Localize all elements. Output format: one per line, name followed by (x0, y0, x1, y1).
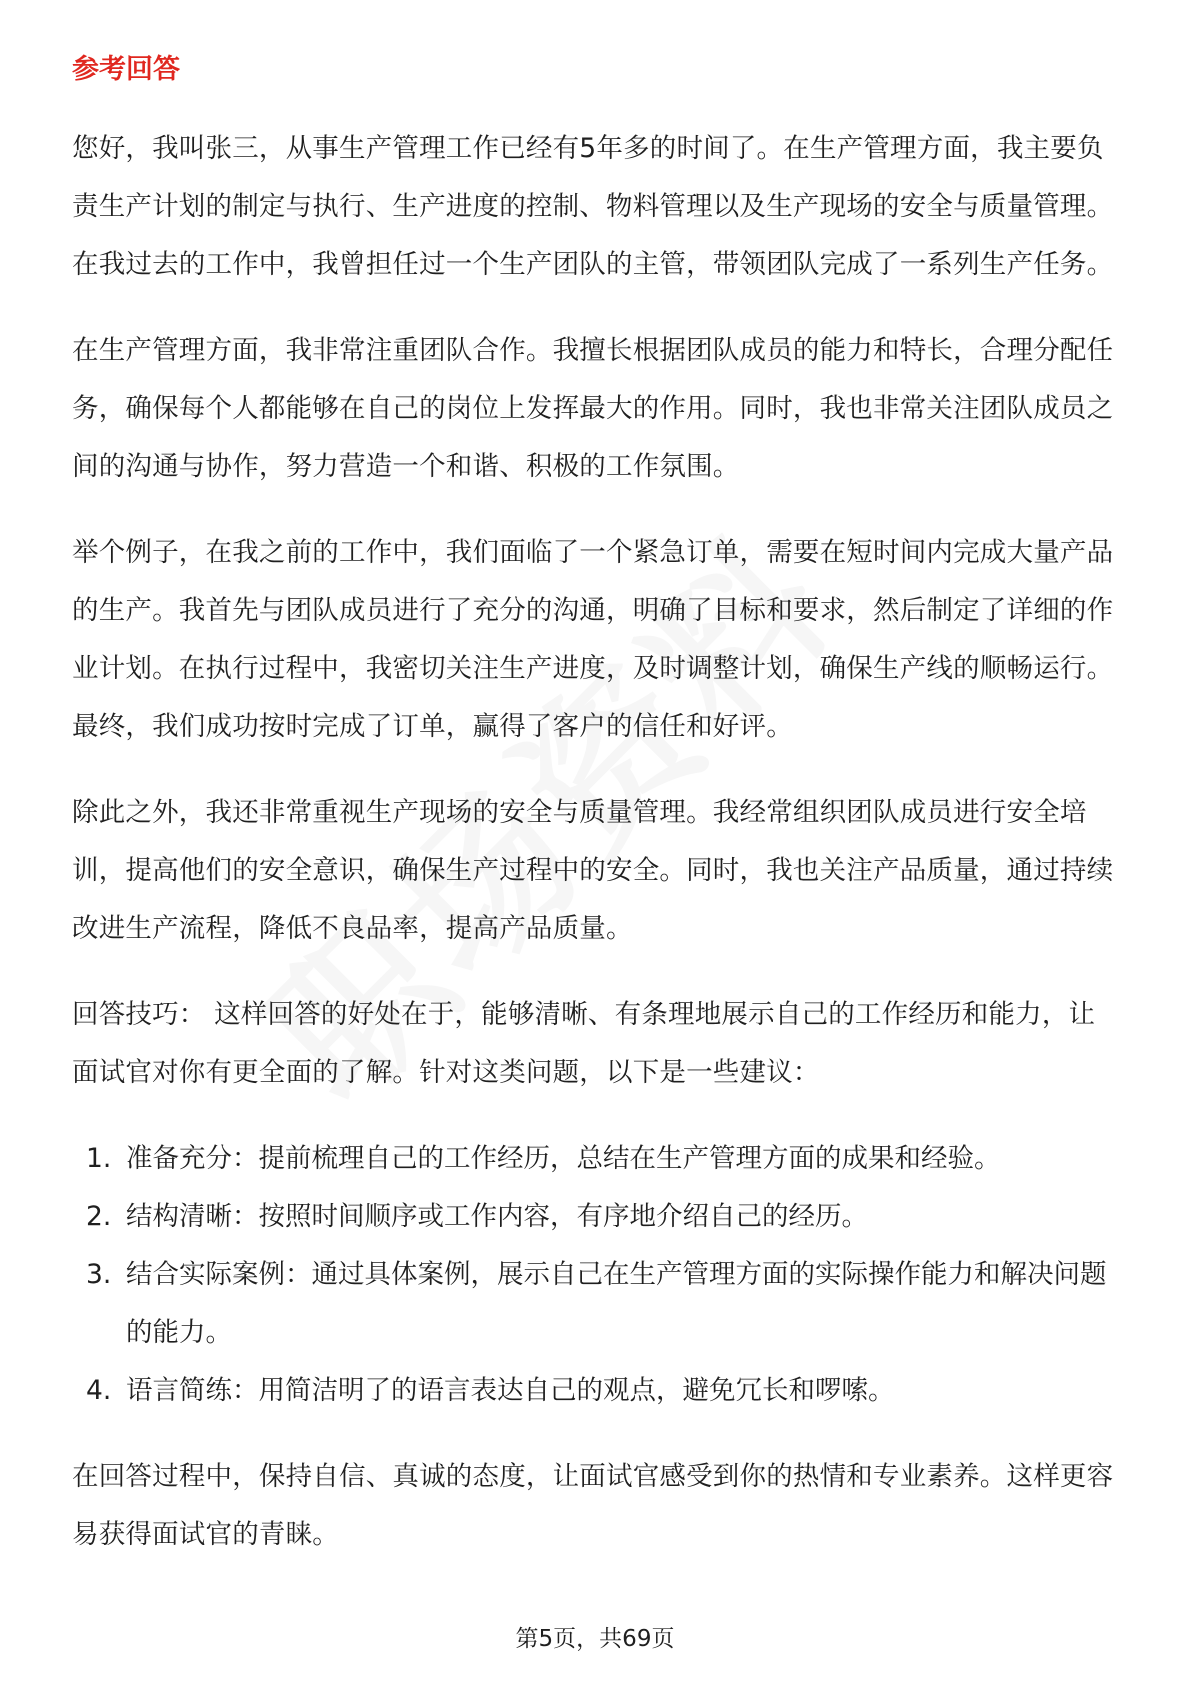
list-item-number: 3. (86, 1259, 112, 1290)
list-item-text: 结构清晰：按照时间顺序或工作内容，有序地介绍自己的经历。 (126, 1201, 868, 1232)
paragraph-intro: 您好，我叫张三，从事生产管理工作已经有5年多的时间了。在生产管理方面，我主要负责生产计划的制定与执行、生产进度的控制、物料管理以及生产现场的安全与质量管理。在我过去的工作中，我曾担任过一个生产团队的主管，带领团队完成了一系列生产任务。 (72, 133, 1114, 280)
list-item-text: 结合实际案例：通过具体案例，展示自己在生产管理方面的实际操作能力和解决问题的能力。 (126, 1259, 1107, 1348)
list-item-number: 1. (86, 1143, 112, 1174)
list-item-text: 语言简练：用简洁明了的语言表达自己的观点，避免冗长和啰嗦。 (126, 1375, 895, 1406)
list-item-number: 4. (86, 1375, 112, 1406)
paragraph-example: 举个例子，在我之前的工作中，我们面临了一个紧急订单，需要在短时间内完成大量产品的生产。我首先与团队成员进行了充分的沟通，明确了目标和要求，然后制定了详细的作业计划。在执行过程中，我密切关注生产进度，及时调整计划，确保生产线的顺畅运行。最终，我们成功按时完成了订单，赢得了客户的信任和好评。 (72, 537, 1114, 742)
tips-list (72, 1130, 1118, 1420)
section-title: 参考回答 (72, 54, 180, 85)
list-item-number: 2. (86, 1201, 112, 1232)
list-item (72, 1130, 1118, 1188)
list-item (72, 1188, 1118, 1246)
paragraph-teamwork: 在生产管理方面，我非常注重团队合作。我擅长根据团队成员的能力和特长，合理分配任务，确保每个人都能够在自己的岗位上发挥最大的作用。同时，我也非常关注团队成员之间的沟通与协作，努力营造一个和谐、积极的工作氛围。 (72, 335, 1114, 482)
list-item (72, 1246, 1118, 1362)
paragraph-safety: 除此之外，我还非常重视生产现场的安全与质量管理。我经常组织团队成员进行安全培训，提高他们的安全意识，确保生产过程中的安全。同时，我也关注产品质量，通过持续改进生产流程，降低不良品率，提高产品质量。 (72, 797, 1114, 944)
page-number-footer: 第5页，共69页 (515, 1626, 675, 1652)
paragraph-tips-intro: 回答技巧： 这样回答的好处在于，能够清晰、有条理地展示自己的工作经历和能力，让面试官对你有更全面的了解。针对这类问题，以下是一些建议： (72, 999, 1096, 1088)
list-item-text: 准备充分：提前梳理自己的工作经历，总结在生产管理方面的成果和经验。 (126, 1143, 1001, 1174)
list-item (72, 1362, 1118, 1420)
document-page (72, 50, 1118, 1592)
paragraph-closing: 在回答过程中，保持自信、真诚的态度，让面试官感受到你的热情和专业素养。这样更容易获得面试官的青睐。 (72, 1461, 1114, 1550)
